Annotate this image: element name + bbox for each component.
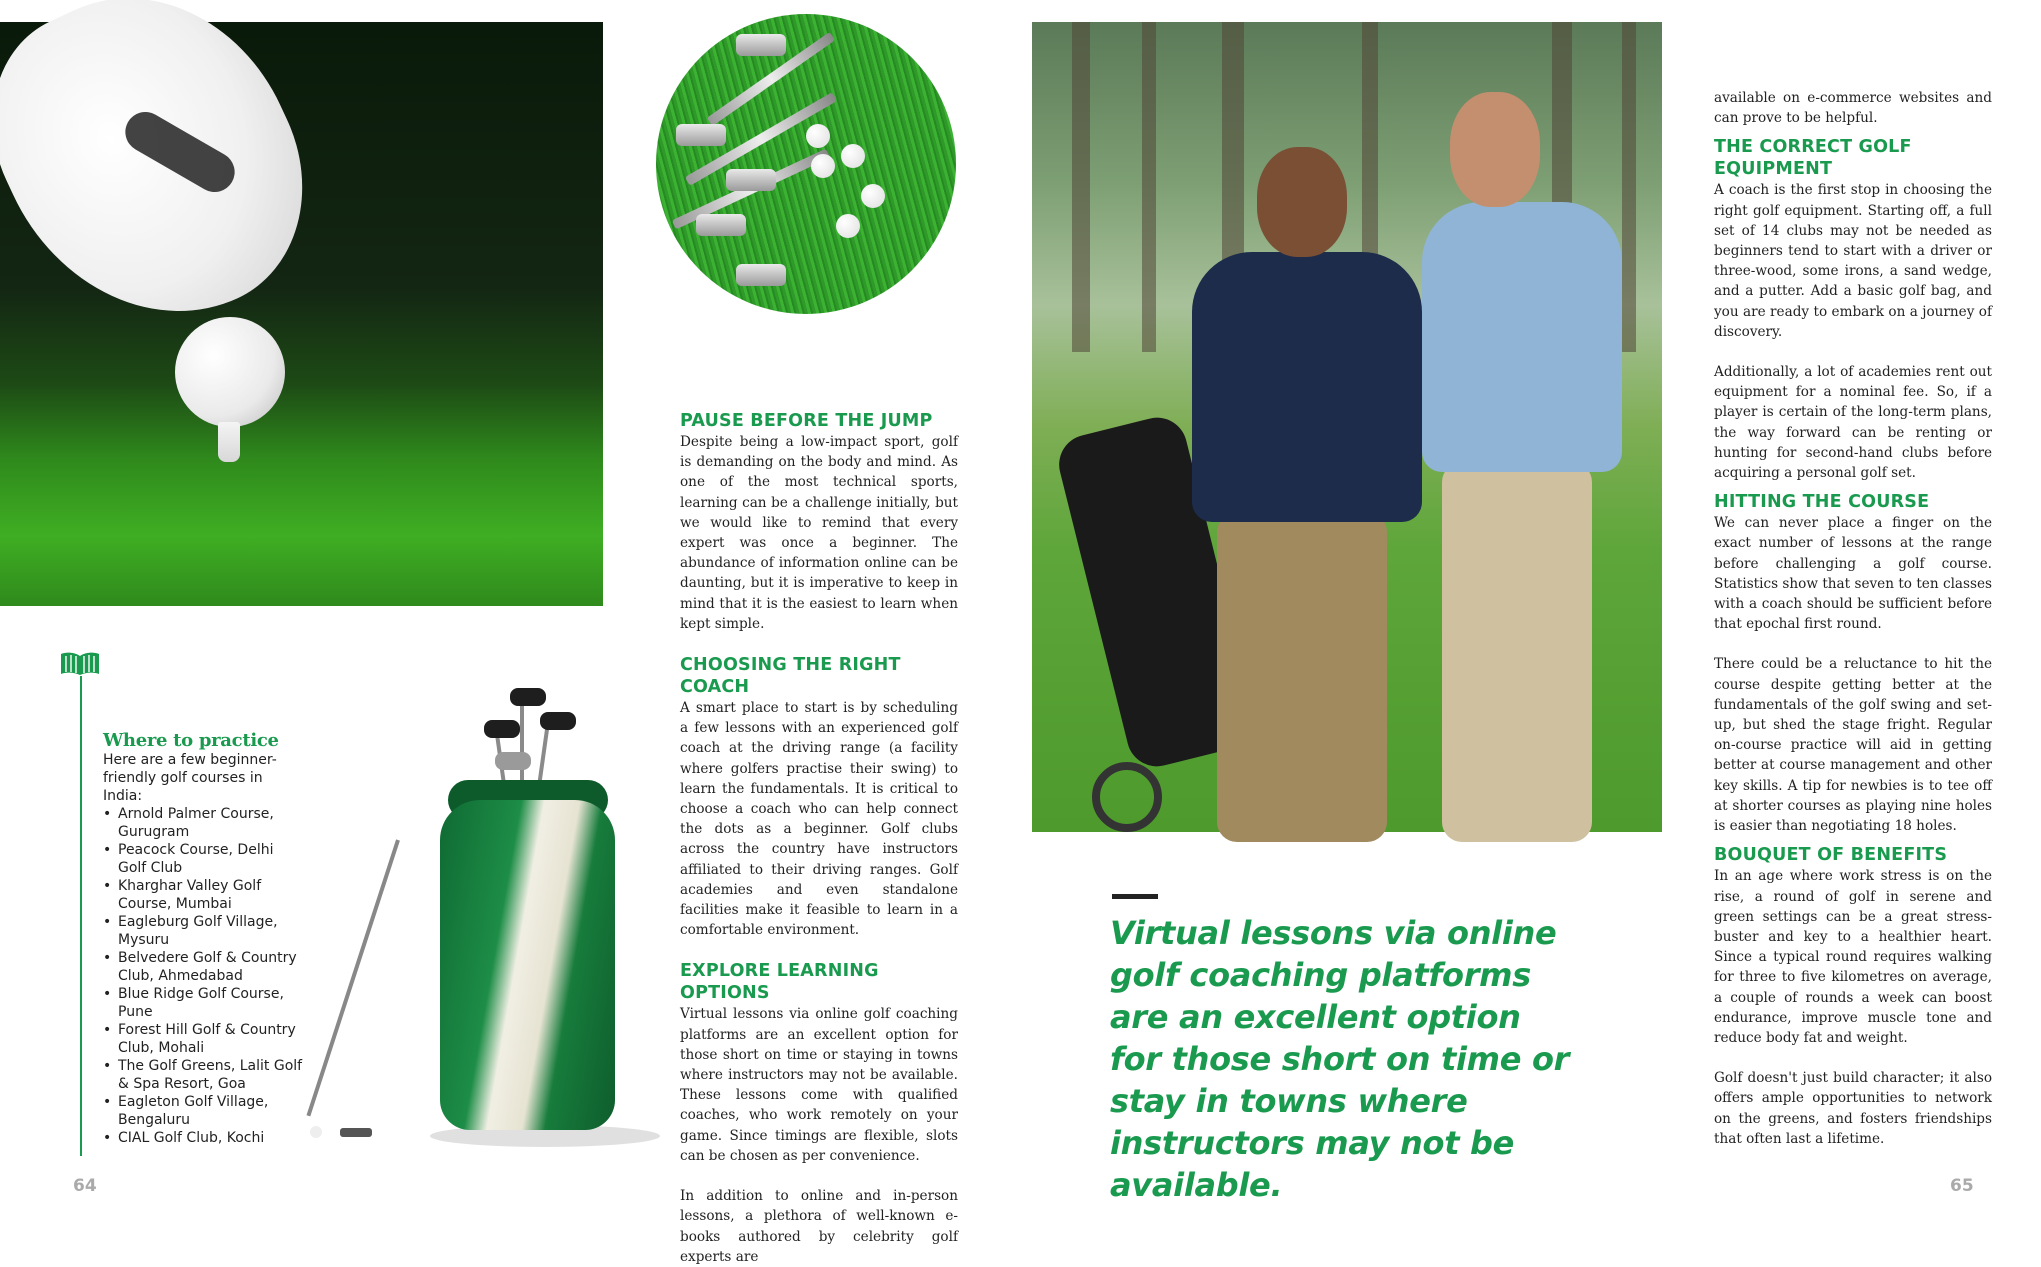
course-list bbox=[103, 805, 303, 1147]
club-head bbox=[736, 34, 786, 56]
heading-pause: PAUSE BEFORE THE JUMP bbox=[680, 411, 933, 431]
list-item: • Eagleburg Golf Village, Mysuru bbox=[103, 913, 303, 949]
photo-clubs-on-grass bbox=[656, 14, 956, 314]
para-coach: A smart place to start is by scheduling a few lessons with an experienced golf coach at the driving range (a facility where golfers practise their swing) to learn the fundamentals. It is critical to choose a coach who can help connect the dots as a beginner. Golf clubs across the country have instructors affiliated to their driving ranges. Golf academies and even standalone facilities make it feasible to learn in a comfortable environment. bbox=[680, 700, 958, 939]
tree-trunk bbox=[1072, 22, 1090, 352]
para-benefits: In an age where work stress is on the rise, a round of golf in serene and green settings can be a great stress-buster and key to a healthier heart. Since a typical round requires walking for three to five kilometres on average, a couple of rounds a week can boost endurance, improve muscle tone and reduce body fat and weight. bbox=[1714, 868, 1992, 1046]
club-head bbox=[495, 752, 531, 770]
article-column-2 bbox=[1714, 88, 1992, 1149]
list-item: • Kharghar Valley Golf Course, Mumbai bbox=[103, 877, 303, 913]
golf-ball-shape bbox=[175, 317, 285, 427]
list-item: • Forest Hill Golf & Country Club, Mohali bbox=[103, 1021, 303, 1057]
club-head bbox=[726, 169, 776, 191]
list-item: • Eagleton Golf Village, Bengaluru bbox=[103, 1093, 303, 1129]
golfer-right-body bbox=[1422, 202, 1622, 472]
heading-benefits: BOUQUET OF BENEFITS bbox=[1714, 845, 1948, 866]
list-item: • Arnold Palmer Course, Gurugram bbox=[103, 805, 303, 841]
golfer-left-legs bbox=[1217, 512, 1387, 842]
sidebar-intro: Here are a few beginner-friendly golf courses in India: bbox=[103, 752, 277, 804]
para-pause: Despite being a low-impact sport, golf is demanding on the body and mind. As one of the most technical sports, learning can be a challenge initially, but we would like to remind that every expert was once a beginner. The abundance of information online can be daunting, but it is imperative to keep in mind that it is the easiest to learn when kept simple. bbox=[680, 434, 958, 632]
where-to-practice-box bbox=[103, 730, 303, 1147]
club-head bbox=[696, 214, 746, 236]
page-number-left: 64 bbox=[73, 1176, 97, 1196]
para-character: Golf doesn't just build character; it also offers ample opportunities to network on the greens, and fosters friendships that often last a lifetime. bbox=[1714, 1070, 1992, 1147]
heading-course: HITTING THE COURSE bbox=[1714, 492, 1930, 513]
para-equipment: A coach is the first stop in choosing the right golf equipment. Starting off, a full set of 14 clubs may not be needed as beginners tend to start with a driver or three-wood, some irons, a sand wedge, and a putter. Add a basic golf bag, and you are ready to embark on a journey of discovery. bbox=[1714, 182, 1992, 340]
tee-shape bbox=[218, 422, 240, 462]
golf-bag-illustration bbox=[440, 680, 640, 1150]
para-course: We can never place a finger on the exact number of lessons at the range before challenging a golf course. Statistics show that seven to ten classes with a coach should be sufficient before that epochal first round. bbox=[1714, 515, 1992, 633]
putter-shaft bbox=[306, 839, 399, 1116]
golfer-left-body bbox=[1192, 252, 1422, 522]
list-item: • Belvedere Golf & Country Club, Ahmedabad bbox=[103, 949, 303, 985]
page-number-right: 65 bbox=[1950, 1176, 1974, 1196]
golfer-right-head bbox=[1450, 92, 1540, 207]
sidebar-title: Where to practice bbox=[103, 730, 279, 751]
para-reluctance: There could be a reluctance to hit the course despite getting better at the fundamentals of the golf swing and set-up, but shed the stage fright. Regular on-course practice will aid in getting better at course management and other key skills. A tip for newbies is to tee off at shorter courses as playing nine holes is easier than negotiating 18 holes. bbox=[1714, 656, 1992, 835]
club-head bbox=[736, 264, 786, 286]
club-head bbox=[510, 688, 546, 706]
bag-body bbox=[440, 800, 615, 1130]
heading-coach: CHOOSING THE RIGHT COACH bbox=[680, 655, 901, 698]
photo-glove-ball-tee bbox=[0, 22, 603, 606]
heading-equipment: THE CORRECT GOLF EQUIPMENT bbox=[1714, 137, 1912, 180]
list-item: • Blue Ridge Golf Course, Pune bbox=[103, 985, 303, 1021]
para-rent: Additionally, a lot of academies rent out equipment for a nominal fee. So, if a player is certain of the long-term plans, the way forward can be renting or hunting for second-hand clubs before acquiring a personal golf set. bbox=[1714, 364, 1992, 482]
putter-illustration bbox=[340, 840, 460, 1150]
list-item: • Peacock Course, Delhi Golf Club bbox=[103, 841, 303, 877]
club-head bbox=[540, 712, 576, 730]
tree-trunk bbox=[1622, 22, 1636, 352]
para-explore: Virtual lessons via online golf coaching platforms are an excellent option for those short on time or staying in towns where instructors may not be available. These lessons come with qualified coaches, who work remotely on your game. Since timings are flexible, slots can be chosen as per convenience. bbox=[680, 1006, 958, 1164]
list-item: • CIAL Golf Club, Kochi bbox=[103, 1129, 303, 1147]
golf-ball-shape bbox=[811, 154, 835, 178]
club-head bbox=[676, 124, 726, 146]
photo-two-golfers bbox=[1032, 22, 1662, 832]
quote-rule bbox=[1112, 894, 1158, 899]
article-column-1 bbox=[680, 410, 958, 1267]
golf-ball-shape bbox=[861, 184, 885, 208]
heading-explore: EXPLORE LEARNING OPTIONS bbox=[680, 961, 879, 1004]
golf-ball-shape bbox=[841, 144, 865, 168]
golf-ball-shape bbox=[836, 214, 860, 238]
sidebar-rule bbox=[80, 676, 82, 1156]
club-head bbox=[484, 720, 520, 738]
trolley-wheel bbox=[1092, 762, 1162, 832]
golfer-left-head bbox=[1257, 147, 1347, 257]
golf-ball-shape bbox=[806, 124, 830, 148]
glove-shape bbox=[0, 0, 347, 366]
book-icon bbox=[60, 650, 100, 676]
tree-trunk bbox=[1142, 22, 1156, 352]
para-ebooks: In addition to online and in-person lessons, a plethora of well-known e-books authored by celebrity golf experts are bbox=[680, 1188, 958, 1265]
putter-head bbox=[340, 1128, 372, 1137]
para-continued: available on e-commerce websites and can prove to be helpful. bbox=[1714, 90, 1992, 127]
pull-quote: Virtual lessons via online golf coaching platforms are an excellent option for those short on time or stay in towns where instructors may not be available. bbox=[1110, 914, 1570, 1204]
golfer-right-legs bbox=[1442, 462, 1592, 842]
golf-ball-shape bbox=[310, 1126, 322, 1138]
list-item: • The Golf Greens, Lalit Golf & Spa Resort, Goa bbox=[103, 1057, 303, 1093]
